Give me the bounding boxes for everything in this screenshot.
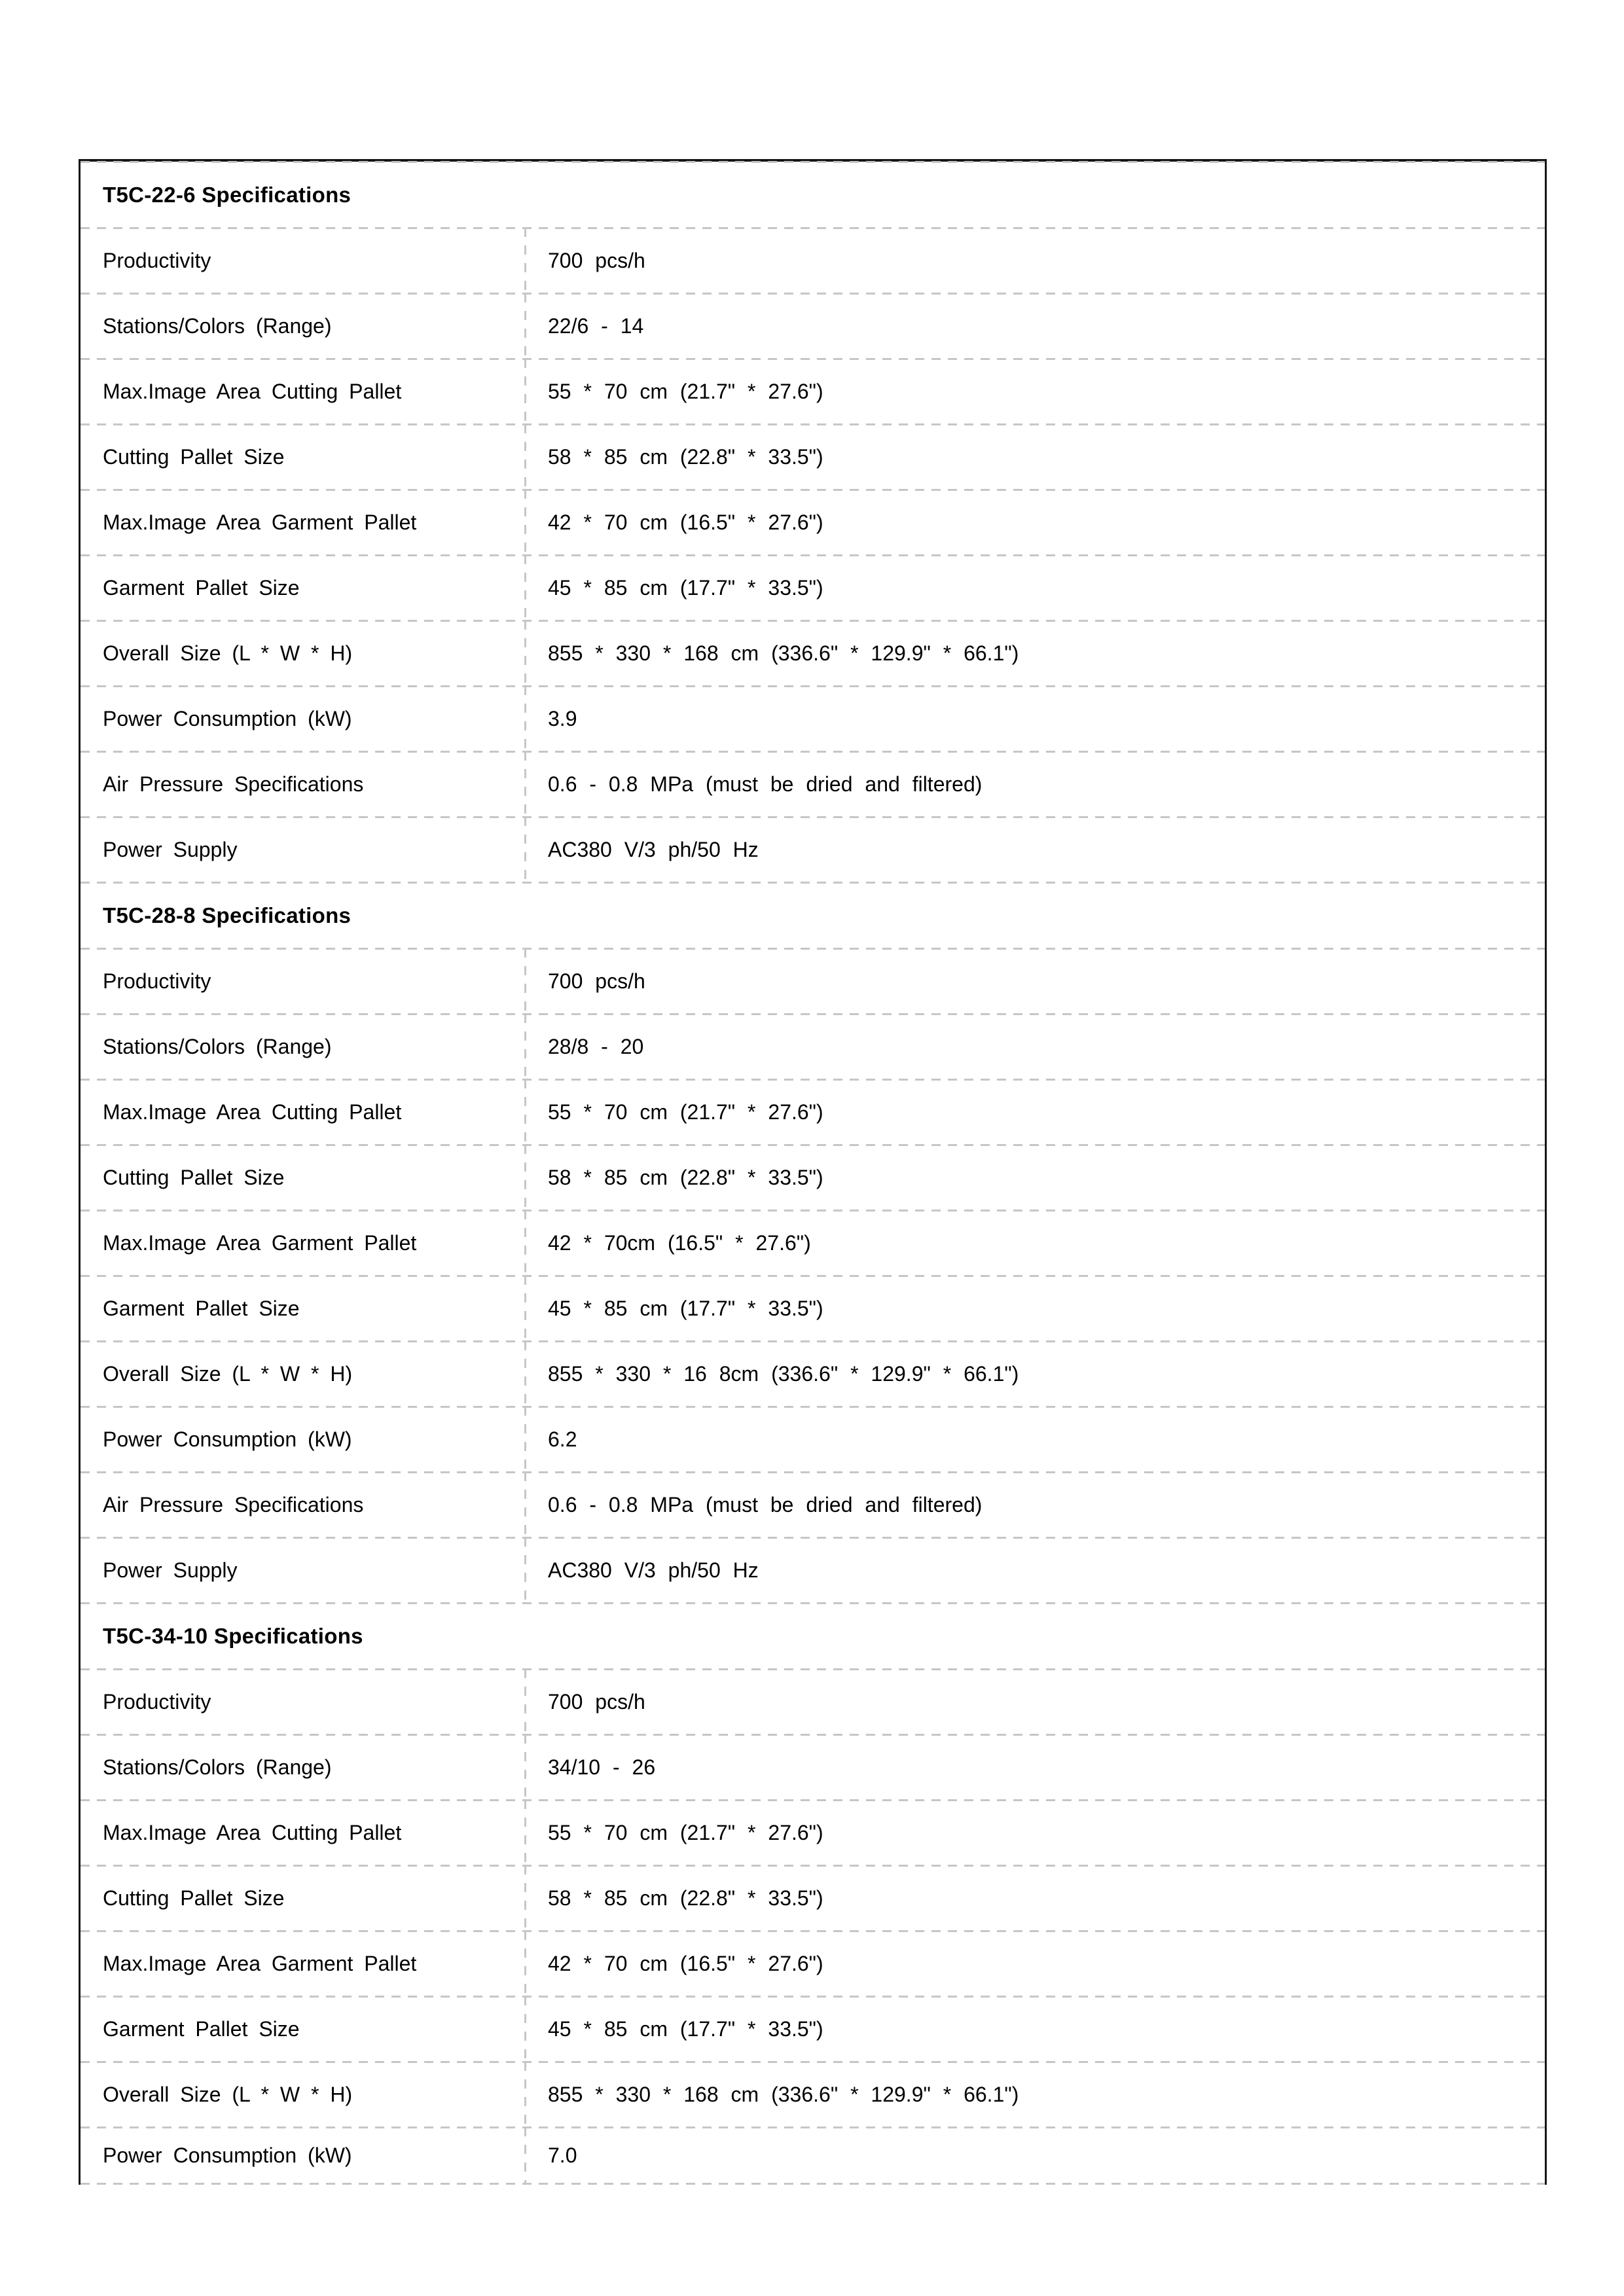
spec-value: 855 * 330 * 168 cm (336.6" * 129.9" * 66.1") <box>524 620 1545 686</box>
spec-row <box>81 1210 1545 1276</box>
spec-label: Air Pressure Specifications <box>103 772 364 796</box>
spec-value: 55 * 70 cm (21.7" * 27.6") <box>524 1079 1545 1145</box>
spec-label: Cutting Pallet Size <box>103 445 285 469</box>
spec-label: Cutting Pallet Size <box>103 1886 285 1910</box>
spec-label: Productivity <box>103 249 211 272</box>
spec-row <box>81 293 1545 359</box>
spec-value: 45 * 85 cm (17.7" * 33.5") <box>524 555 1545 620</box>
spec-label: Power Consumption (kW) <box>103 1427 352 1451</box>
spec-value: 45 * 85 cm (17.7" * 33.5") <box>524 1996 1545 2062</box>
spec-row <box>81 424 1545 490</box>
spec-label: Power Consumption (kW) <box>103 2143 352 2167</box>
spec-value: 855 * 330 * 16 8cm (336.6" * 129.9" * 66.1") <box>524 1341 1545 1407</box>
spec-value: 45 * 85 cm (17.7" * 33.5") <box>524 1276 1545 1341</box>
spec-row <box>81 686 1545 751</box>
spec-label: Productivity <box>103 969 211 993</box>
spec-value: 700 pcs/h <box>524 1669 1545 1734</box>
spec-value: 700 pcs/h <box>524 228 1545 293</box>
spec-label: Stations/Colors (Range) <box>103 1755 332 1779</box>
spec-label: Cutting Pallet Size <box>103 1166 285 1189</box>
section-title: T5C-28-8 Specifications <box>103 903 352 927</box>
spec-label: Stations/Colors (Range) <box>103 1035 332 1058</box>
spec-label: Max.Image Area Cutting Pallet <box>103 380 402 403</box>
spec-value: 3.9 <box>524 686 1545 751</box>
spec-row <box>81 1276 1545 1341</box>
spec-value: 7.0 <box>524 2127 1545 2183</box>
section-header-row <box>81 162 1545 228</box>
spec-row <box>81 1537 1545 1603</box>
spec-value: 22/6 - 14 <box>524 293 1545 359</box>
spec-value: 55 * 70 cm (21.7" * 27.6") <box>524 359 1545 424</box>
spec-label: Max.Image Area Cutting Pallet <box>103 1821 402 1844</box>
spec-label: Garment Pallet Size <box>103 1297 300 1320</box>
spec-value: 42 * 70 cm (16.5" * 27.6") <box>524 490 1545 555</box>
spec-row <box>81 751 1545 817</box>
spec-label: Power Supply <box>103 1558 238 1582</box>
spec-label: Power Supply <box>103 838 238 861</box>
spec-section <box>81 162 1545 882</box>
spec-row <box>81 555 1545 620</box>
spec-value: 6.2 <box>524 1407 1545 1472</box>
spec-label: Max.Image Area Cutting Pallet <box>103 1100 402 1124</box>
spec-row <box>81 2062 1545 2127</box>
spec-value: 34/10 - 26 <box>524 1734 1545 1800</box>
spec-label: Garment Pallet Size <box>103 576 300 600</box>
spec-label: Overall Size (L * W * H) <box>103 2083 353 2106</box>
spec-value: 58 * 85 cm (22.8" * 33.5") <box>524 424 1545 490</box>
spec-value: 55 * 70 cm (21.7" * 27.6") <box>524 1800 1545 1865</box>
spec-label: Productivity <box>103 1690 211 1713</box>
spec-value: 28/8 - 20 <box>524 1014 1545 1079</box>
spec-row <box>81 490 1545 555</box>
section-header-row <box>81 1603 1545 1669</box>
spec-label: Overall Size (L * W * H) <box>103 641 353 665</box>
spec-value: AC380 V/3 ph/50 Hz <box>524 817 1545 882</box>
spec-value: AC380 V/3 ph/50 Hz <box>524 1537 1545 1603</box>
spec-section <box>81 882 1545 1603</box>
spec-label: Air Pressure Specifications <box>103 1493 364 1516</box>
spec-value: 42 * 70 cm (16.5" * 27.6") <box>524 1931 1545 1996</box>
spec-value: 0.6 - 0.8 MPa (must be dried and filtered) <box>524 1472 1545 1537</box>
spec-row <box>81 1407 1545 1472</box>
spec-row <box>81 1865 1545 1931</box>
spec-value: 855 * 330 * 168 cm (336.6" * 129.9" * 66.1") <box>524 2062 1545 2127</box>
spec-label: Max.Image Area Garment Pallet <box>103 1952 417 1975</box>
spec-row <box>81 1734 1545 1800</box>
spec-row <box>81 1931 1545 1996</box>
spec-label: Overall Size (L * W * H) <box>103 1362 353 1386</box>
section-title: T5C-34-10 Specifications <box>103 1623 363 1648</box>
spec-row <box>81 1472 1545 1537</box>
spec-label: Max.Image Area Garment Pallet <box>103 1231 417 1255</box>
spec-row <box>81 228 1545 293</box>
spec-row <box>81 1341 1545 1407</box>
spec-value: 58 * 85 cm (22.8" * 33.5") <box>524 1865 1545 1931</box>
spec-section <box>81 1603 1545 2183</box>
spec-row <box>81 2127 1545 2183</box>
spec-row <box>81 1079 1545 1145</box>
spec-table <box>79 159 1547 2185</box>
spec-row <box>81 1669 1545 1734</box>
spec-label: Garment Pallet Size <box>103 2017 300 2041</box>
section-title: T5C-22-6 Specifications <box>103 182 352 207</box>
spec-label: Max.Image Area Garment Pallet <box>103 511 417 534</box>
spec-row <box>81 1145 1545 1210</box>
spec-value: 0.6 - 0.8 MPa (must be dried and filtered) <box>524 751 1545 817</box>
spec-value: 700 pcs/h <box>524 948 1545 1014</box>
spec-row <box>81 817 1545 882</box>
spec-label: Stations/Colors (Range) <box>103 314 332 338</box>
spec-row <box>81 1014 1545 1079</box>
spec-label: Power Consumption (kW) <box>103 707 352 730</box>
spec-value: 42 * 70cm (16.5" * 27.6") <box>524 1210 1545 1276</box>
spec-row <box>81 359 1545 424</box>
spec-row <box>81 620 1545 686</box>
spec-row <box>81 948 1545 1014</box>
spec-row <box>81 1996 1545 2062</box>
spec-value: 58 * 85 cm (22.8" * 33.5") <box>524 1145 1545 1210</box>
spec-row <box>81 1800 1545 1865</box>
section-header-row <box>81 882 1545 948</box>
